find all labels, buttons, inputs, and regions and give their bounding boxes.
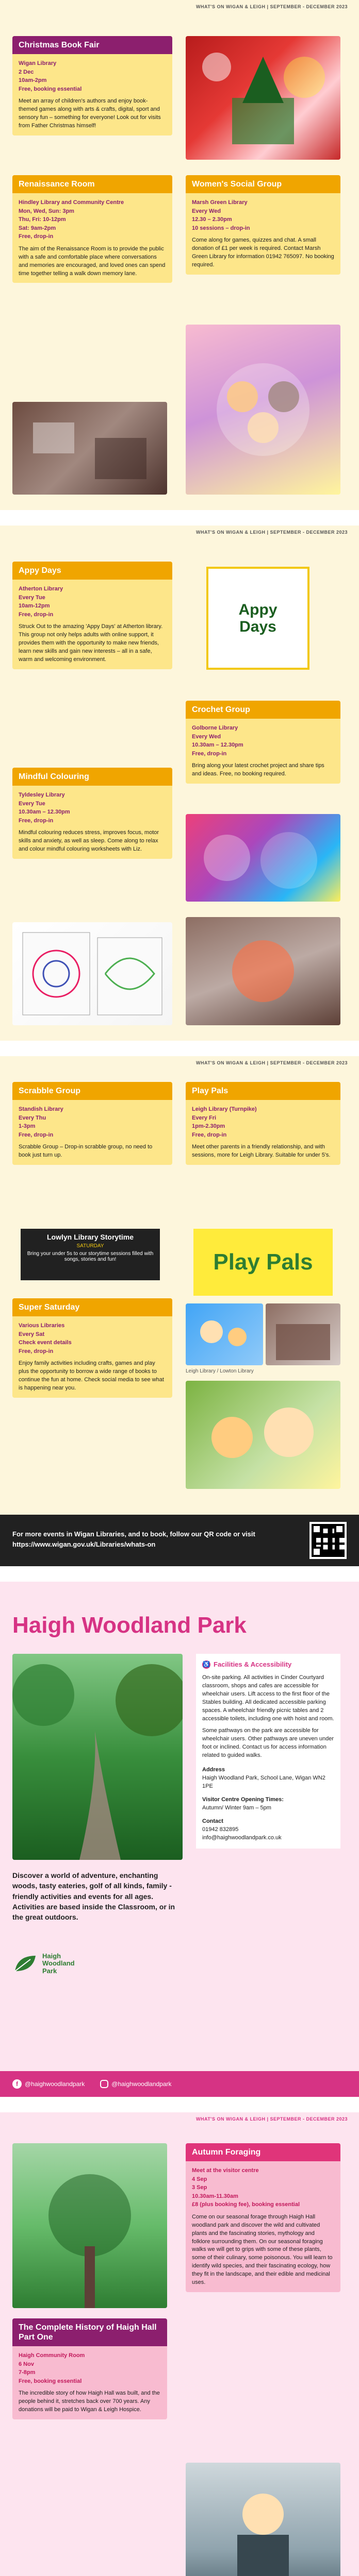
opening-label: Visitor Centre Opening Times: [202, 1797, 284, 1803]
card-body: Enjoy family activities including crafts, games and play plus the opportunity to borrow a wide range of books to continue the fun at home. Check social media to see what is happening near you. [19, 1360, 164, 1391]
room-photo-icon [12, 402, 167, 495]
meta-price: Free, drop-in [19, 1131, 54, 1138]
history-part-one-card [12, 2318, 167, 2419]
meta-time: 12.30 – 2.30pm [192, 216, 232, 223]
meta-price: Free, drop-in [19, 611, 54, 618]
super-saturday-card [12, 1298, 172, 1398]
card-body: Come on our seasonal forage through Haigh Hall woodland park and discover the wild and cultivated plants and the fascinating stories, mythology and folklore surrounding them. On our seasonal foraging walks we will get to grips with some of these plants, some of their culinary, some poisonous. You will learn to identify wild species, and their fascinating ecology, how they fit in the landscape, and their edible and medicinal uses. [192, 2213, 333, 2286]
womens-social-group-card [186, 175, 340, 275]
meta-time: 1pm-2.30pm [192, 1123, 225, 1130]
card-body: Scrabble Group – Drop-in scrabble group, no need to book just turn up. [19, 1144, 153, 1159]
mindful-colouring-card [12, 768, 172, 859]
meta-date: 4 Sep [192, 2176, 207, 2182]
christmas-book-fair-photo [186, 36, 340, 160]
play-pals-logo [193, 1229, 333, 1296]
renaissance-room-photo [12, 402, 167, 495]
meta-location: Hindley Library and Community Centre [19, 199, 124, 206]
storytime-title: Lowlyn Library Storytime [46, 1233, 134, 1241]
card-title: Appy Days [19, 566, 61, 575]
card-body: The aim of the Renaissance Room is to provide the public with a safe and comfortable place where conversations and memories are encouraged, and loved ones can spend time together telling a walk down memory lane. [19, 245, 166, 277]
card-title: Play Pals [192, 1087, 229, 1095]
card-body: Come along for games, quizzes and chat. A small donation of £1 per week is required. Contact Marsh Green Library for information 01942 765097. No booking required. [192, 237, 334, 268]
family-reading-icon [186, 1303, 263, 1365]
card-body: Mindful colouring reduces stress, improves focus, motor skills and anxiety, as well as sleep. Come along to relax and colour mindful colouring worksheets with Liz. [19, 829, 159, 853]
crochet-photo [186, 814, 340, 902]
meta-date: Every Thu [19, 1114, 46, 1121]
card-title: Christmas Book Fair [19, 41, 100, 49]
card-body: Struck Out to the amazing 'Appy Days' at Atherton library. This group not only helps adults with online support, it provides them with the opportunity to make new friends, learn new skills and gain new interests – all in a safe, warm and welcoming environment. [19, 623, 163, 663]
meta-price: Free, drop-in [19, 233, 54, 240]
card-title: Mindful Colouring [19, 772, 89, 781]
meta-date: Every Fri [192, 1114, 217, 1121]
meta-time: 10.30am – 12.30pm [192, 742, 243, 749]
meta-price: Free, drop-in [19, 817, 54, 824]
appy-days-card [12, 562, 172, 669]
running-head: WHAT'S ON WIGAN & LEIGH | SEPTEMBER - DECEMBER 2023 [195, 1060, 348, 1065]
foraging-photo [12, 2143, 167, 2308]
meta-price: Free, drop-in [19, 1348, 54, 1354]
meta-time: 10am-2pm [19, 77, 47, 84]
address-text: Haigh Woodland Park, School Lane, Wigan WN2 1PE [202, 1775, 325, 1790]
meta-date: 6 Nov [19, 2361, 34, 2367]
meta-location: Wigan Library [19, 60, 57, 67]
meta-location: Various Libraries [19, 1323, 65, 1329]
autumn-foraging-card [186, 2143, 340, 2292]
crochet-photo-2 [186, 917, 340, 1025]
meta-time: Sat: 9am-2pm [19, 225, 56, 231]
meta-date: Every Tue [19, 594, 45, 601]
meta-location: Marsh Green Library [192, 199, 248, 206]
facilities-body-2: Some pathways on the park are accessible for wheelchair users. Other pathways are uneven under foot or inclined. Contact us for access information related to guided walks. [202, 1727, 334, 1759]
card-title: Crochet Group [192, 705, 250, 714]
meta-time: 10.30am-11.30am [192, 2193, 238, 2199]
facebook-icon[interactable]: f [12, 2079, 22, 2089]
card-title: Autumn Foraging [192, 2148, 261, 2157]
accessibility-icon: ♿ [203, 1662, 210, 1668]
meta-location: Haigh Community Room [19, 2352, 85, 2359]
meta-time: 10am-12pm [19, 603, 50, 609]
meta-price: Free, booking essential [19, 86, 82, 92]
womens-group-photo [186, 325, 340, 495]
play-pals-card [186, 1082, 340, 1165]
mindful-colouring-photo [12, 922, 172, 1025]
running-head: WHAT'S ON WIGAN & LEIGH | SEPTEMBER - DECEMBER 2023 [195, 4, 348, 9]
presenter-icon [186, 2463, 340, 2576]
meta-date: Every Tue [19, 800, 45, 807]
facilities-box [196, 1654, 340, 1849]
card-title: Renaissance Room [19, 180, 95, 189]
card-title: Super Saturday [19, 1303, 80, 1312]
qr-code-icon[interactable] [309, 1522, 347, 1559]
meta-time: 7-8pm [19, 2369, 36, 2376]
page-library-groups [0, 526, 359, 1041]
library-photo [266, 1303, 340, 1365]
footer-bar [0, 1515, 359, 1566]
meta-time: 10.30am – 12.30pm [19, 809, 70, 816]
meta-location: Atherton Library [19, 586, 63, 592]
scrabble-group-card [12, 1082, 172, 1165]
storytime-tag: SATURDAY [76, 1243, 104, 1249]
contact-email[interactable]: info@haighwoodlandpark.co.uk [202, 1834, 282, 1841]
meta-location: Meet at the visitor centre [192, 2167, 259, 2174]
haigh-leaf-icon [12, 1953, 38, 1974]
haigh-hall-photo [12, 1654, 183, 1860]
contact-phone[interactable]: 01942 832895 [202, 1826, 239, 1833]
contact-label: Contact [202, 1818, 223, 1824]
christmas-book-fair-card [12, 36, 172, 135]
social-bar [0, 2071, 359, 2097]
storytime-poster [21, 1229, 160, 1280]
play-pals-logo-text: Play Pals [213, 1249, 313, 1275]
crochet-hands-icon [186, 917, 340, 1025]
meta-location: Golborne Library [192, 725, 238, 732]
leigh-library-caption: Leigh Library / Lowton Library [186, 1368, 254, 1374]
meta-price: Free, drop-in [192, 750, 227, 757]
card-title: Scrabble Group [19, 1087, 81, 1095]
meta-date: 2 Dec [19, 69, 34, 75]
opening-text: Autumn/ Winter 9am – 5pm [202, 1804, 271, 1811]
meta-time: Thu, Fri: 10-12pm [19, 216, 66, 223]
woodland-path-icon [12, 1654, 183, 1860]
super-saturday-photo [186, 1303, 263, 1365]
facilities-body: On-site parking. All activities in Cinder Courtyard classroom, shops and cafes are accessible for wheelchair users. Lift access to the first floor of the Stables building. All dedicated accessible parking spaces. A wheelchair friendly picnic tables and 2 accessible toilets, including one with hoist and room. [202, 1674, 334, 1722]
card-body: Meet an array of children's authors and enjoy book-themed games along with arts & crafts, digital, sport and sensory fun – something for everyone! Look out for visits from Father Christmas himself! [19, 98, 161, 129]
meta-price: 10 sessions – drop-in [192, 225, 250, 231]
meta-price: Free, drop-in [192, 1131, 227, 1138]
super-saturday-photo-2 [186, 1381, 340, 1489]
card-body: Bring along your latest crochet project and share tips and ideas. Free, no booking required. [192, 762, 324, 777]
meta-location: Leigh Library (Turnpike) [192, 1106, 257, 1113]
christmas-illustration-icon [186, 36, 340, 160]
card-body: The incredible story of how Haigh Hall was built, and the people behind it, stretches back over 700 years. Any donations will be paid to Wigan & Leigh Hospice. [19, 2390, 160, 2413]
colouring-pages-icon [12, 922, 172, 1025]
facebook-handle[interactable]: @haighwoodlandpark [25, 2080, 85, 2088]
card-title: Women's Social Group [192, 180, 282, 189]
haigh-logo-text: Haigh Woodland Park [42, 1952, 75, 1975]
page-family-groups [0, 1056, 359, 1566]
card-title: The Complete History of Haigh Hall Part One [19, 2323, 157, 2342]
page-haigh-events-1 [0, 2112, 359, 2576]
storytime-text: Bring your under 5s to our storytime sessions filled with songs, stories and fun! [27, 1251, 154, 1262]
instagram-icon[interactable] [100, 2080, 108, 2088]
footer-text: For more events in Wigan Libraries, and to book, follow our QR code or visit https://www.wigan.gov.uk/Libraries/whats-on [12, 1530, 255, 1548]
instagram-handle[interactable]: @haighwoodlandpark [111, 2080, 172, 2088]
meta-location: Standish Library [19, 1106, 63, 1113]
meta-time: Check event details [19, 1340, 72, 1346]
renaissance-room-card [12, 175, 172, 283]
running-head: WHAT'S ON WIGAN & LEIGH | SEPTEMBER - DECEMBER 2023 [195, 530, 348, 535]
hands-together-icon [186, 325, 340, 495]
meta-time: 1-3pm [19, 1123, 36, 1130]
appy-days-logo [206, 567, 309, 670]
meta-date: 3 Sep [192, 2184, 207, 2191]
yarn-icon [186, 814, 340, 902]
meta-price: Free, booking essential [19, 2378, 82, 2384]
meta-date: Every Wed [192, 733, 221, 740]
meta-time: Mon, Wed, Sun: 3pm [19, 208, 74, 214]
meta-date: Every Sat [19, 1331, 45, 1337]
page-christmas-events [0, 0, 359, 510]
crochet-group-card [186, 701, 340, 784]
card-body: Meet other parents in a friendly relationship, and with sessions, more for Leigh Library. Suitable for under 5's. [192, 1144, 331, 1159]
speaker-photo [186, 2463, 340, 2576]
facilities-title: Facilities & Accessibility [214, 1660, 292, 1668]
haigh-logo [12, 1953, 84, 1975]
page-haigh-intro [0, 1582, 359, 2097]
haigh-intro-text: Discover a world of adventure, enchanting woods, tasty eateries, golf of all kinds, family - friendly activities and events for all ages. Activities are based inside the Classroom, or in the great outdoors. [12, 1871, 175, 1922]
children-crafts-icon [186, 1381, 340, 1489]
meta-location: Tyldesley Library [19, 792, 65, 799]
forest-icon [12, 2143, 167, 2308]
haigh-title: Haigh Woodland Park [12, 1613, 247, 1638]
meta-date: Every Wed [192, 208, 221, 214]
address-label: Address [202, 1767, 225, 1773]
library-building-icon [266, 1303, 340, 1365]
appy-days-logo-text: Appy Days [238, 601, 278, 635]
meta-price: £8 (plus booking fee), booking essential [192, 2201, 300, 2208]
running-head: WHAT'S ON WIGAN & LEIGH | SEPTEMBER - DECEMBER 2023 [195, 2116, 348, 2122]
